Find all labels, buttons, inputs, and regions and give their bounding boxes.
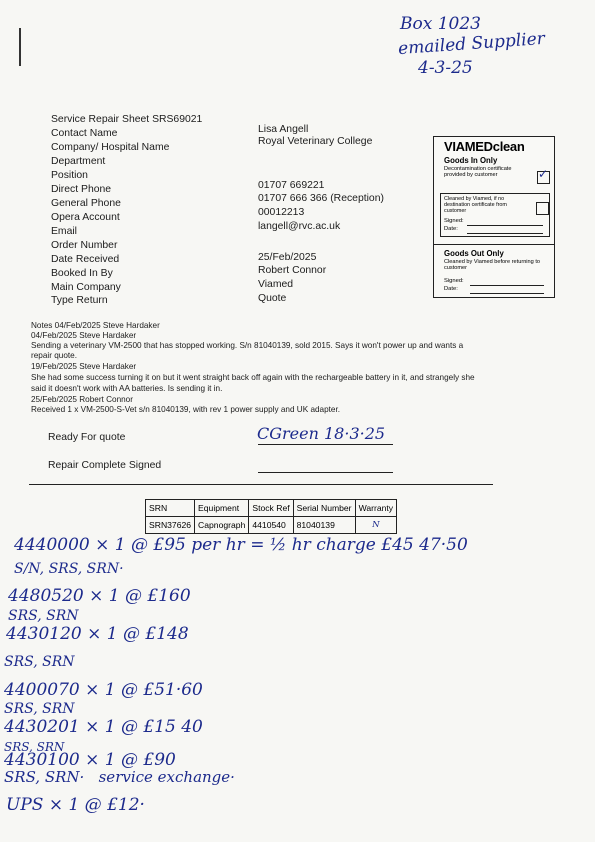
header-stock-ref: Stock Ref	[249, 500, 293, 517]
goods-out-date-line	[470, 293, 544, 294]
table-header-row	[146, 500, 397, 517]
cleaned-date-line	[467, 233, 543, 234]
note-line: Sending a veterinary VM-2500 that has stopped working. S/n 81040139, sold 2015. Says it won't power up and wants a	[31, 341, 464, 350]
value-company: Royal Veterinary College	[258, 136, 373, 147]
ready-for-quote-line	[258, 444, 393, 445]
note-line: 25/Feb/2025 Robert Connor	[31, 395, 133, 404]
cleaned-signed-line	[467, 225, 543, 226]
label-booked-in-by: Booked In By	[51, 268, 113, 279]
handwritten-emailed-note: emailed Supplier	[397, 28, 546, 60]
handwritten-line: 4430120 × 1 @ £148	[6, 624, 189, 644]
label-department: Department	[51, 156, 106, 167]
handwritten-date: 4-3-25	[418, 58, 473, 78]
cleaned-checkbox[interactable]	[536, 202, 549, 215]
note-line: 04/Feb/2025 Steve Hardaker	[31, 331, 137, 340]
value-general-phone: 01707 666 366 (Reception)	[258, 193, 384, 204]
cleaned-text: Cleaned by Viamed, if no destination certificate from customer	[444, 196, 507, 215]
note-line: Received 1 x VM-2500-S-Vet s/n 81040139, with rev 1 power supply and UK adapter.	[31, 405, 341, 414]
repair-complete-line	[258, 472, 393, 473]
value-type-return: Quote	[258, 293, 287, 304]
handwritten-line: UPS × 1 @ £12·	[6, 795, 145, 815]
value-contact-name: Lisa Angell	[258, 124, 309, 135]
goods-out-signed-line	[470, 285, 544, 286]
handwritten-line: SRS, SRN· service exchange·	[4, 768, 235, 786]
section-divider	[29, 484, 493, 485]
note-line: 19/Feb/2025 Steve Hardaker	[31, 362, 137, 371]
value-direct-phone: 01707 669221	[258, 180, 325, 191]
handwritten-line: SRS, SRN	[4, 740, 65, 754]
cell-srn: SRN37626	[146, 517, 195, 534]
viamed-brand-logo: VIAMEDclean	[444, 139, 525, 154]
repair-complete-label: Repair Complete Signed	[48, 460, 162, 471]
cell-stock-ref: 4410540	[249, 517, 293, 534]
handwritten-line: 4440000 × 1 @ £95 per hr = ½ hr charge £45 47·50	[14, 535, 468, 555]
label-company: Company/ Hospital Name	[51, 142, 170, 153]
note-line: repair quote.	[31, 351, 77, 360]
note-line: Notes 04/Feb/2025 Steve Hardaker	[31, 321, 160, 330]
handwritten-line: 4480520 × 1 @ £160	[8, 586, 191, 606]
goods-out-signed-label: Signed:	[444, 278, 464, 284]
note-line: said it doesn't work with AA batteries. Is sending it in.	[31, 384, 223, 393]
binder-mark	[19, 28, 21, 66]
label-opera-account: Opera Account	[51, 212, 120, 223]
goods-out-divider	[434, 244, 554, 245]
goods-out-text: Cleaned by Viamed before returning to customer	[444, 259, 540, 272]
goods-in-title: Goods In Only	[444, 156, 498, 165]
label-direct-phone: Direct Phone	[51, 184, 112, 195]
label-general-phone: General Phone	[51, 198, 121, 209]
cell-serial-number: 81040139	[293, 517, 355, 534]
goods-out-title: Goods Out Only	[444, 249, 504, 258]
header-warranty: Warranty	[355, 500, 397, 517]
cleaned-section	[440, 193, 550, 237]
value-main-company: Viamed	[258, 279, 294, 290]
header-srn: SRN	[146, 500, 195, 517]
ready-for-quote-label: Ready For quote	[48, 432, 126, 443]
value-booked-in-by: Robert Connor	[258, 265, 327, 276]
header-equipment: Equipment	[195, 500, 249, 517]
handwritten-line: SRS, SRN	[8, 608, 79, 624]
label-date-received: Date Received	[51, 254, 120, 265]
label-main-company: Main Company	[51, 282, 121, 293]
cell-equipment: Capnograph	[195, 517, 249, 534]
note-line: She had some success turning it on but it went straight back off again with the rechargeable battery in it, and strangely she	[31, 373, 475, 382]
handwritten-line: 4430100 × 1 @ £90	[4, 750, 176, 770]
viamed-clean-box	[433, 136, 555, 298]
decon-text: Decontamination certificate provided by customer	[444, 166, 512, 179]
parts-table	[145, 499, 397, 534]
cleaned-signed-label: Signed:	[444, 218, 464, 224]
handwritten-line: SRS, SRN	[4, 654, 75, 670]
ready-for-quote-signature: CGreen 18·3·25	[257, 424, 386, 443]
value-date-received: 25/Feb/2025	[258, 252, 317, 263]
handwritten-line: S/N, SRS, SRN·	[14, 561, 124, 577]
handwritten-box-number: Box 1023	[400, 14, 481, 34]
cell-warranty: N	[355, 517, 397, 534]
label-order-number: Order Number	[51, 240, 118, 251]
cleaned-date-label: Date:	[444, 226, 458, 232]
handwritten-line: 4430201 × 1 @ £15 40	[4, 717, 203, 737]
decon-tick-mark: ✓	[538, 167, 549, 181]
value-email: langell@rvc.ac.uk	[258, 221, 341, 232]
handwritten-line: SRS, SRN	[4, 701, 75, 717]
table-row	[146, 517, 397, 534]
handwritten-line: 4400070 × 1 @ £51·60	[4, 680, 203, 700]
label-type-return: Type Return	[51, 295, 108, 306]
value-opera-account: 00012213	[258, 207, 305, 218]
header-serial-number: Serial Number	[293, 500, 355, 517]
sheet-title: Service Repair Sheet SRS69021	[51, 114, 203, 125]
label-email: Email	[51, 226, 77, 237]
label-position: Position	[51, 170, 88, 181]
label-contact-name: Contact Name	[51, 128, 118, 139]
goods-out-date-label: Date:	[444, 286, 458, 292]
